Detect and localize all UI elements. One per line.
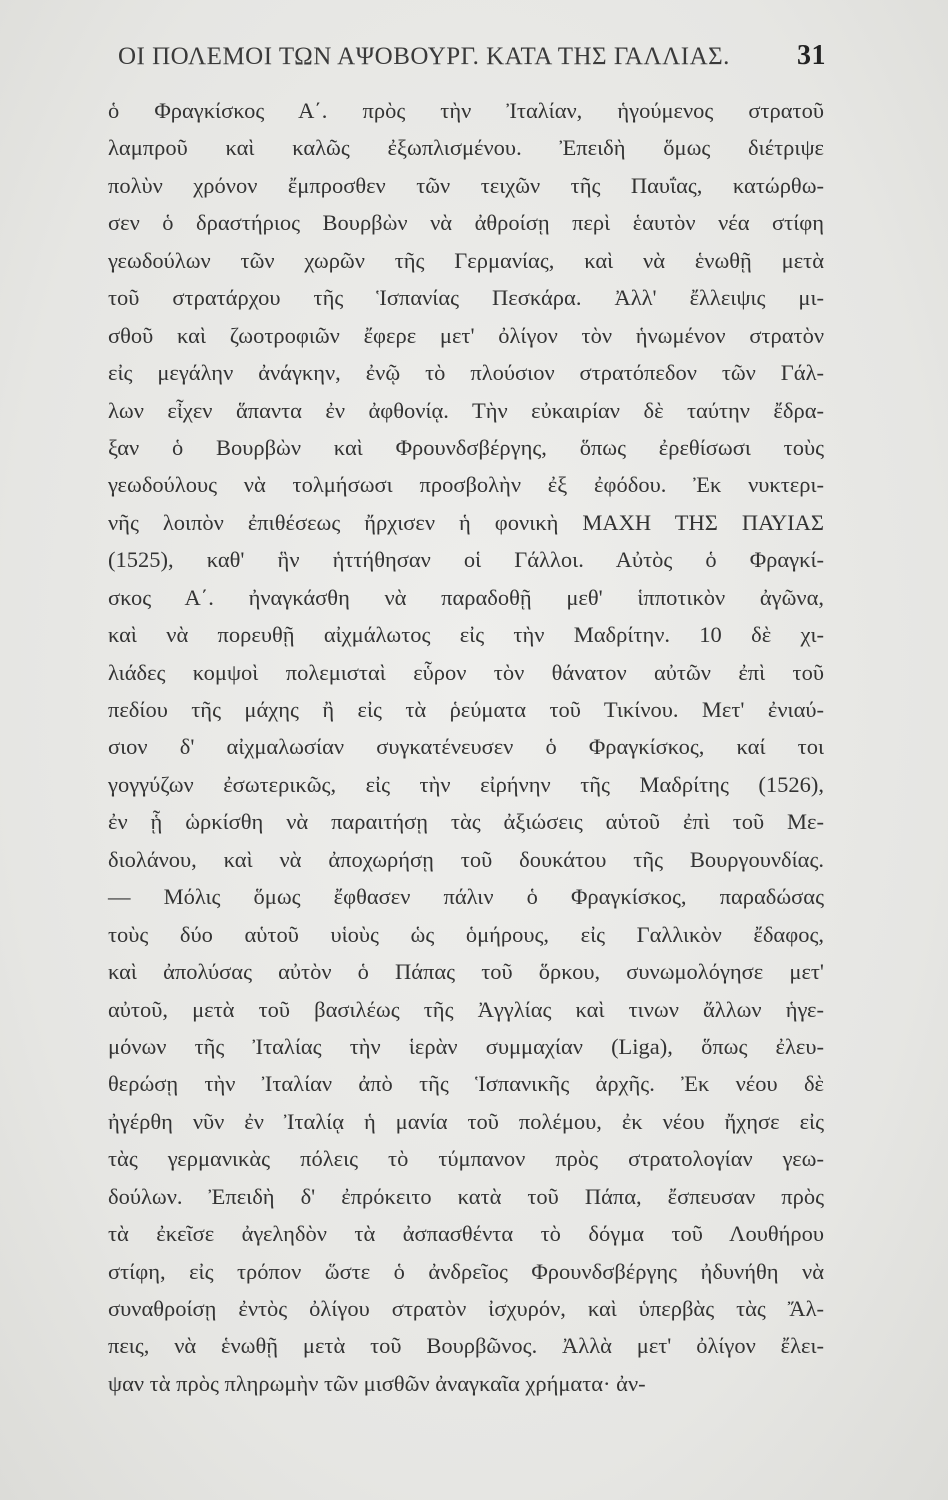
text-line: (1525), καθ' ἣν ἡττήθησαν οἱ Γάλλοι. Αὐτὸς ὁ Φραγκί- (108, 547, 824, 573)
text-line: δούλων. Ἐπειδὴ δ' ἐπρόκειτο κατὰ τοῦ Πάπα, ἔσπευσαν πρὸς (108, 1183, 824, 1209)
text-line: λων εἶχεν ἅπαντα ἐν ἀφθονίᾳ. Τὴν εὐκαιρίαν δὲ ταύτην ἔδρα- (108, 397, 824, 423)
text-line: καὶ νὰ πορευθῇ αἰχμάλωτος εἰς τὴν Μαδρίτην. 10 δὲ χι- (108, 622, 824, 648)
running-header (118, 40, 826, 90)
text-line: σθοῦ καὶ ζωοτροφιῶν ἔφερε μετ' ὀλίγον τὸν ἡνωμένον στρατὸν (108, 322, 824, 348)
page-number: 31 (797, 40, 826, 71)
text-line: νῆς λοιπὸν ἐπιθέσεως ἤρχισεν ἡ φονικὴ ΜΑΧΗ ΤΗΣ ΠΑΥΙΑΣ (108, 509, 824, 535)
running-title: ΟΙ ΠΟΛΕΜΟΙ ΤΩΝ ΑΨΟΒΟΥΡΓ. ΚΑΤΑ ΤΗΣ ΓΑΛΛΙΑΣ. (118, 43, 730, 70)
text-line: συναθροίσῃ ἐντὸς ὀλίγου στρατὸν ἰσχυρόν, καὶ ὑπερβὰς τὰς Ἄλ- (108, 1296, 824, 1321)
text-line: ἐν ᾗ ὡρκίσθη νὰ παραιτήσῃ τὰς ἀξιώσεις αὑτοῦ ἐπὶ τοῦ Με- (108, 809, 824, 835)
body-text (108, 92, 824, 1402)
text-line: — Μόλις ὅμως ἔφθασεν πάλιν ὁ Φραγκίσκος, παραδώσας (108, 884, 824, 910)
text-line: γογγύζων ἐσωτερικῶς, εἰς τὴν εἰρήνην τῆς Μαδρίτης (1526), (108, 771, 824, 797)
text-line: θερώσῃ τὴν Ἰταλίαν ἀπὸ τῆς Ἱσπανικῆς ἀρχῆς. Ἐκ νέου δὲ (108, 1071, 824, 1097)
text-line: ἠγέρθη νῦν ἐν Ἰταλίᾳ ἡ μανία τοῦ πολέμου, ἐκ νέου ἤχησε εἰς (108, 1108, 824, 1134)
text-line: διολάνου, καὶ νὰ ἀποχωρήσῃ τοῦ δουκάτου τῆς Βουργουνδίας. (108, 846, 824, 872)
text-line: σκος Α΄. ἠναγκάσθη νὰ παραδοθῇ μεθ' ἱπποτικὸν ἀγῶνα, (108, 584, 824, 610)
text-line: τοῦ στρατάρχου τῆς Ἱσπανίας Πεσκάρα. Ἀλλ' ἔλλειψις μι- (108, 285, 824, 311)
text-line: τὰ ἐκεῖσε ἀγεληδὸν τὰ ἀσπασθέντα τὸ δόγμα τοῦ Λουθήρου (108, 1221, 824, 1247)
text-line: αὐτοῦ, μετὰ τοῦ βασιλέως τῆς Ἀγγλίας καὶ τινων ἄλλων ἡγε- (108, 996, 824, 1022)
text-line: τὰς γερμανικὰς πόλεις τὸ τύμπανον πρὸς στρατολογίαν γεω- (108, 1146, 824, 1172)
text-line: ψαν τὰ πρὸς πληρωμὴν τῶν μισθῶν ἀναγκαῖα χρήματα· ἀν- (108, 1370, 646, 1396)
text-line: πεις, νὰ ἑνωθῇ μετὰ τοῦ Βουρβῶνος. Ἀλλὰ μετ' ὀλίγον ἔλει- (108, 1333, 824, 1359)
text-line: τοὺς δύο αὑτοῦ υἱοὺς ὡς ὁμήρους, εἰς Γαλλικὸν ἔδαφος, (108, 921, 824, 947)
text-line: στίφη, εἰς τρόπον ὥστε ὁ ἀνδρεῖος Φρουνδσβέργης ἠδυνήθη νὰ (108, 1258, 824, 1284)
text-line: γεωδούλους νὰ τολμήσωσι προσβολὴν ἐξ ἐφόδου. Ἐκ νυκτερι- (108, 472, 824, 498)
text-line: γεωδούλων τῶν χωρῶν τῆς Γερμανίας, καὶ νὰ ἑνωθῇ μετὰ (108, 247, 824, 273)
text-line: καὶ ἀπολύσας αὐτὸν ὁ Πάπας τοῦ ὅρκου, συνωμολόγησε μετ' (108, 959, 824, 985)
text-line: σεν ὁ δραστήριος Βουρβὼν νὰ ἀθροίσῃ περὶ ἑαυτὸν νέα στίφη (108, 210, 824, 236)
text-line: ξαν ὁ Βουρβὼν καὶ Φρουνδσβέργης, ὅπως ἐρεθίσωσι τοὺς (108, 434, 824, 460)
text-line: εἰς μεγάλην ἀνάγκην, ἐνῷ τὸ πλούσιον στρατόπεδον τῶν Γάλ- (108, 360, 824, 386)
text-line: πεδίου τῆς μάχης ἢ εἰς τὰ ῥεύματα τοῦ Τικίνου. Μετ' ἐνιαύ- (108, 697, 824, 722)
text-line: λιάδες κομψοὶ πολεμισταὶ εὗρον τὸν θάνατον αὐτῶν ἐπὶ τοῦ (108, 659, 824, 685)
text-line: σιον δ' αἰχμαλωσίαν συγκατένευσεν ὁ Φραγκίσκος, καί τοι (108, 734, 824, 760)
text-line: πολὺν χρόνον ἔμπροσθεν τῶν τειχῶν τῆς Παυΐας, κατώρθω- (108, 172, 824, 198)
text-line: λαμπροῦ καὶ καλῶς ἐξωπλισμένου. Ἐπειδὴ ὅμως διέτριψε (108, 135, 824, 161)
text-line: ὁ Φραγκίσκος Α΄. πρὸς τὴν Ἰταλίαν, ἡγούμενος στρατοῦ (108, 98, 824, 123)
text-line: μόνων τῆς Ἰταλίας τὴν ἱερὰν συμμαχίαν (Liga), ὅπως ἐλευ- (108, 1033, 824, 1059)
